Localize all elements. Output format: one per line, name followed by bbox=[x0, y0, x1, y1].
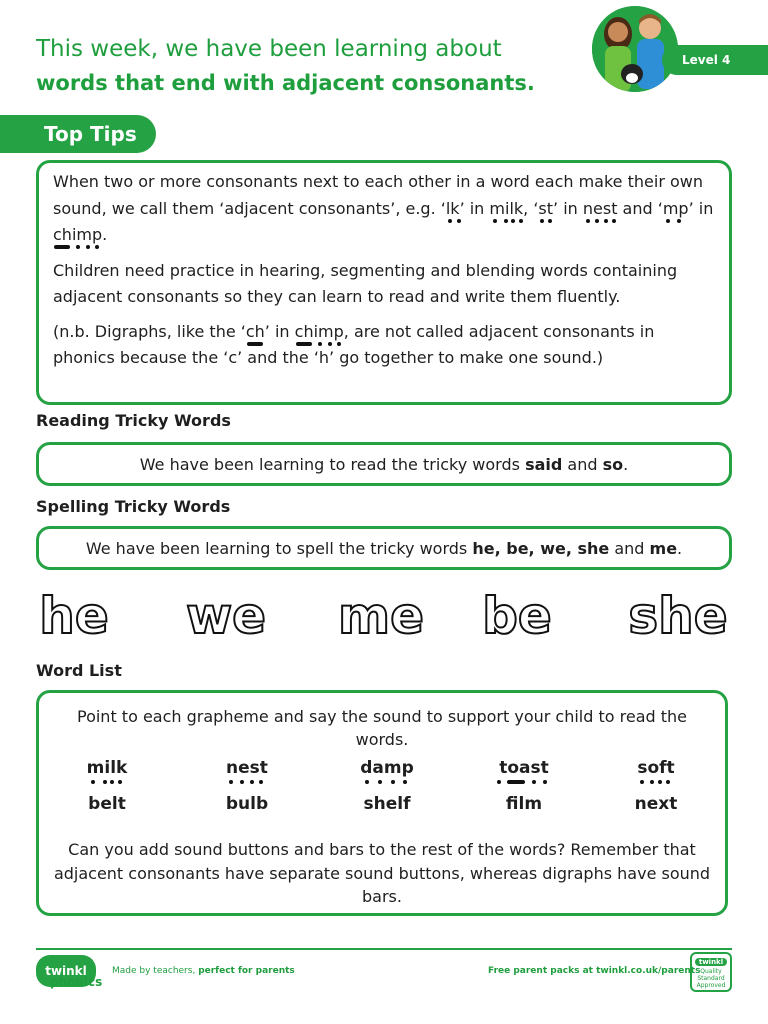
word-milk: milk bbox=[47, 758, 167, 786]
reading-tricky-words-heading: Reading Tricky Words bbox=[36, 411, 231, 430]
grapheme-mp: mp bbox=[663, 196, 689, 223]
grapheme-ch: ch bbox=[246, 319, 265, 346]
quality-badge: twinkl Quality Standard Approved bbox=[690, 952, 732, 992]
word-belt: belt bbox=[88, 794, 126, 814]
top-tips-tab: Top Tips bbox=[0, 115, 156, 153]
word-chimp: chimp bbox=[53, 222, 102, 249]
tips-paragraph-3: (n.b. Digraphs, like the ‘ch ’ in chimp , are not called adjacent consonants in phonics because the ‘c’ and the ‘h’ go together to make one sound.) bbox=[53, 319, 717, 372]
word-nest: nest bbox=[187, 758, 307, 786]
top-tips-box bbox=[36, 160, 732, 405]
word-milk: milk bbox=[489, 196, 523, 223]
page-title: words that end with adjacent consonants. bbox=[36, 71, 535, 95]
footer-tagline: Made by teachers, perfect for parents bbox=[112, 966, 295, 976]
word-shelf: shelf bbox=[363, 794, 411, 814]
word-list-box bbox=[36, 690, 728, 916]
big-word-we: we bbox=[185, 587, 267, 645]
big-word-be: be bbox=[482, 587, 552, 645]
word-nest: nest bbox=[583, 196, 618, 223]
big-word-she: she bbox=[628, 587, 728, 645]
tips-paragraph-2: Children need practice in hearing, segmenting and blending words containing adjacent consonants so they can learn to read and write them fluently. bbox=[53, 260, 678, 306]
footer-link[interactable]: Free parent packs at twinkl.co.uk/parents bbox=[488, 966, 701, 976]
word-list-intro: Point to each grapheme and say the sound to support your child to read the words. bbox=[76, 707, 688, 749]
big-word-me: me bbox=[337, 587, 425, 645]
tips-paragraph-1: When two or more consonants next to each other in a word each make their own sound, we call them ‘adjacent consonants’, e.g. ‘lk ’ in milk , ‘st ’ in nest and ‘mp ’ in chimp . bbox=[53, 169, 717, 249]
word-film: film bbox=[505, 794, 543, 814]
reading-tricky-words-box bbox=[36, 442, 732, 486]
footer-divider bbox=[36, 948, 732, 950]
word-row-2 bbox=[39, 794, 725, 824]
twinkl-logo: twinkl bbox=[36, 955, 96, 987]
word-soft: soft bbox=[596, 758, 716, 786]
reading-text: We have been learning to read the tricky words said and so. bbox=[139, 454, 629, 474]
big-word-he: he bbox=[39, 587, 109, 645]
word-next: next bbox=[634, 794, 678, 814]
word-bulb: bulb bbox=[225, 794, 269, 814]
word-chimp-2: chimp bbox=[295, 319, 344, 346]
spelling-tricky-words-box bbox=[36, 526, 732, 570]
word-list-footer: Can you add sound buttons and bars to the rest of the words? Remember that adjacent consonants have separate sound buttons, whereas digraphs have sound bars. bbox=[53, 840, 711, 906]
grapheme-lk: lk bbox=[446, 196, 460, 223]
tricky-words-display bbox=[36, 578, 736, 648]
word-damp: damp bbox=[327, 758, 447, 786]
level-tab: Level 4 bbox=[662, 45, 768, 75]
word-row-1 bbox=[39, 758, 725, 788]
word-toast: toast bbox=[464, 758, 584, 786]
page-intro: This week, we have been learning about bbox=[36, 36, 502, 62]
phonics-logo-text: phonics bbox=[50, 975, 103, 989]
spelling-tricky-words-heading: Spelling Tricky Words bbox=[36, 497, 231, 516]
grapheme-st: st bbox=[538, 196, 553, 223]
word-list-heading: Word List bbox=[36, 661, 122, 680]
spelling-text: We have been learning to spell the tricky words he, be, we, she and me. bbox=[85, 538, 683, 558]
